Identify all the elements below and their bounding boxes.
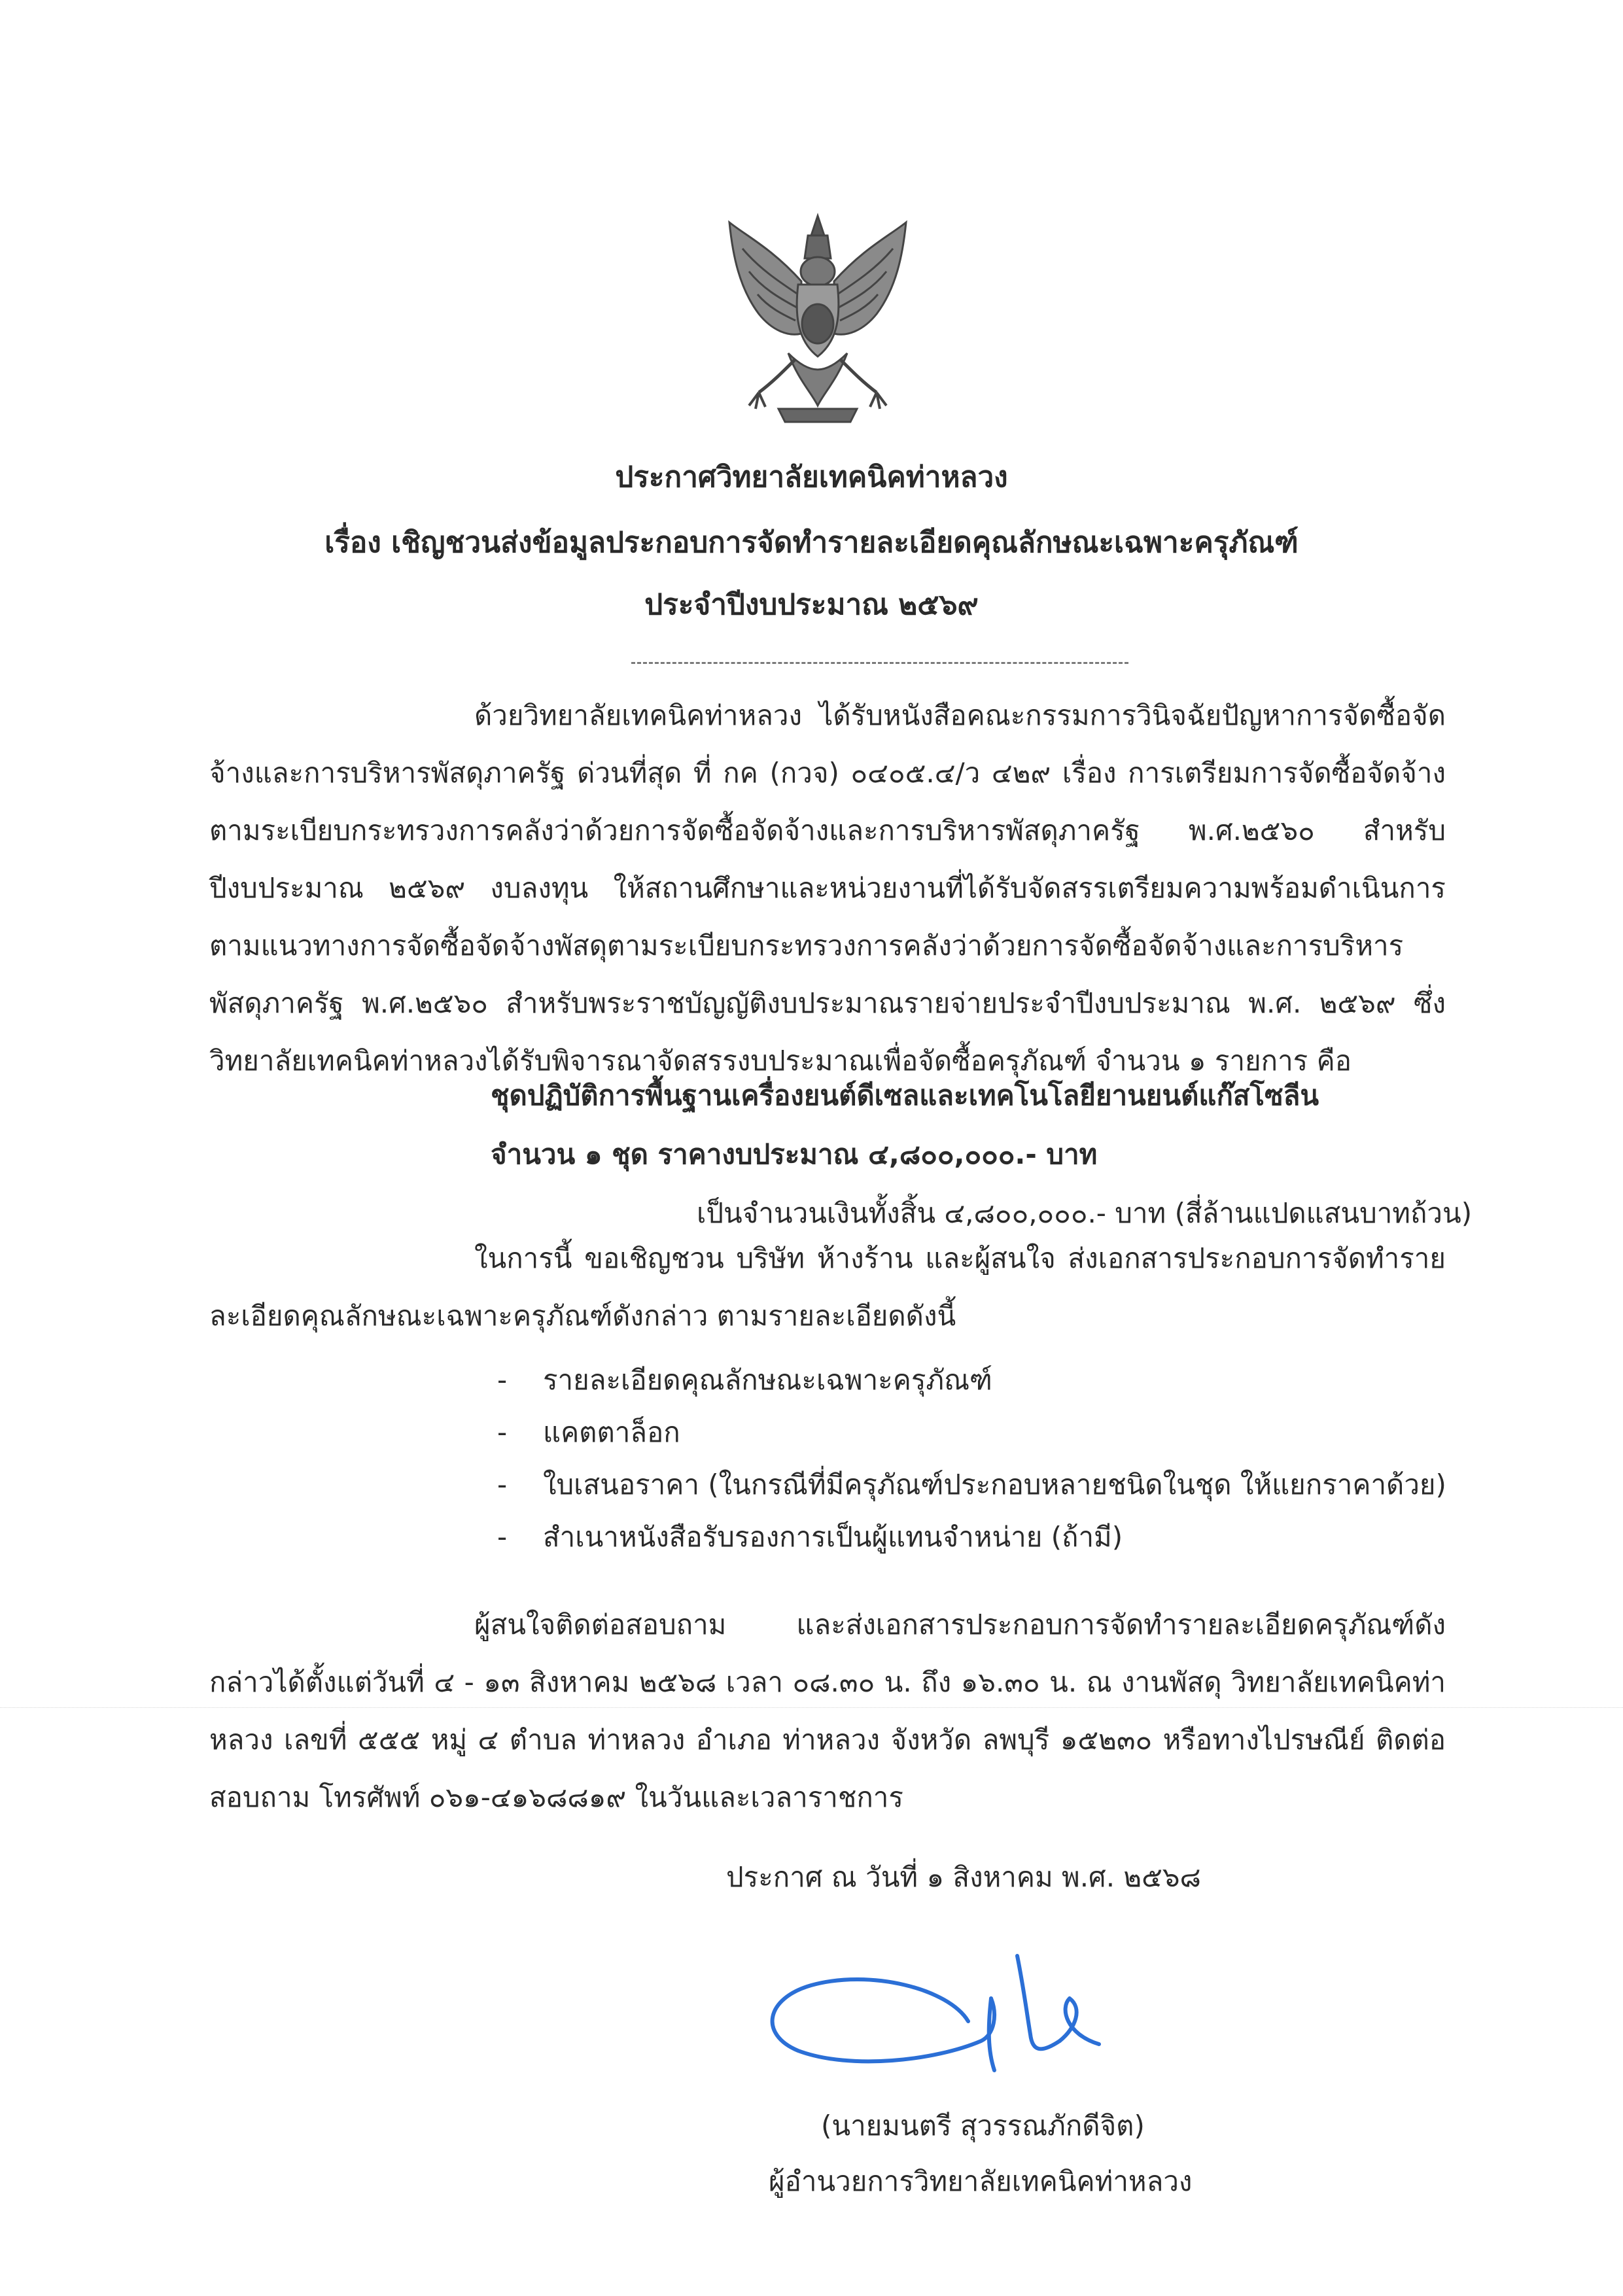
- bullet-dash: -: [497, 1521, 508, 1553]
- total-amount: เป็นจำนวนเงินทั้งสิ้น ๔,๘๐๐,๐๐๐.- บาท (สี่ล้านแปดแสนบาทถ้วน): [697, 1197, 1473, 1229]
- list-item-text: ใบเสนอราคา (ในกรณีที่มีครุภัณฑ์ประกอบหลายชนิดในชุด ให้แยกราคาด้วย): [543, 1469, 1446, 1501]
- announce-date: ประกาศ ณ วันที่ ๑ สิงหาคม พ.ศ. ๒๕๖๘: [726, 1861, 1201, 1893]
- invitation-text: ในการนี้ ขอเชิญชวน บริษัท ห้างร้าน และผู้สนใจ ส่งเอกสารประกอบการจัดทำรายละเอียดคุณลักษณะเฉพาะครุภัณฑ์ดังกล่าว ตามรายละเอียดดังนี้: [209, 1242, 1446, 1332]
- contact-text: ผู้สนใจติดต่อสอบถาม และส่งเอกสารประกอบการจัดทำรายละเอียดครุภัณฑ์ดังกล่าวได้ตั้งแต่วันที่ ๔ - ๑๓ สิงหาคม ๒๕๖๘ เวลา ๐๘.๓๐ น. ถึง ๑๖.๓๐ น. ณ งานพัสดุ วิทยาลัยเทคนิคท่าหลวง เลขที่ ๕๕๕ หมู่ ๔ ตำบล ท่าหลวง อำเภอ ท่าหลวง จังหวัด ลพบุรี ๑๕๒๓๐ หรือทางไปรษณีย์ ติดต่อสอบถาม โทรศัพท์ ๐๖๑-๔๑๖๘๘๑๙ ในวันและเวลาราชการ: [209, 1609, 1446, 1813]
- signature-image: [752, 1936, 1119, 2100]
- signer-name: (นายมนตรี สุวรรณภักดีจิต): [821, 2110, 1145, 2142]
- intro-text: ด้วยวิทยาลัยเทคนิคท่าหลวง ได้รับหนังสือคณะกรรมการวินิจฉัยปัญหาการจัดซื้อจัดจ้างและการบริหารพัสดุภาครัฐ ด่วนที่สุด ที่ กค (กวจ) ๐๔๐๕.๔/ว ๔๒๙ เรื่อง การเตรียมการจัดซื้อจัดจ้างตามระเบียบกระทรวงการคลังว่าด้วยการจัดซื้อจัดจ้างและการบริหารพัสดุภาครัฐ พ.ศ.๒๕๖๐ สำหรับปีงบประมาณ ๒๕๖๙ งบลงทุน ให้สถานศึกษาและหน่วยงานที่ได้รับจัดสรรเตรียมความพร้อมดำเนินการ ตามแนวทางการจัดซื้อจัดจ้างพัสดุตามระเบียบกระทรวงการคลังว่าด้วยการจัดซื้อจัดจ้างและการบริหารพัสดุภาครัฐ พ.ศ.๒๕๖๐ สำหรับพระราชบัญญัติงบประมาณรายจ่ายประจำปีงบประมาณ พ.ศ. ๒๕๖๙ ซึ่งวิทยาลัยเทคนิคท่าหลวงได้รับพิจารณาจัดสรรงบประมาณเพื่อจัดซื้อครุภัณฑ์ จำนวน ๑ รายการ คือ: [209, 699, 1446, 1077]
- list-item-text: แคตตาล็อก: [543, 1416, 680, 1448]
- item-name: ชุดปฏิบัติการพื้นฐานเครื่องยนต์ดีเซลและเทคโนโลยียานยนต์แก๊สโซลีน: [491, 1079, 1319, 1111]
- title-divider: [631, 662, 1128, 664]
- signer-title: ผู้อำนวยการวิทยาลัยเทคนิคท่าหลวง: [769, 2165, 1193, 2197]
- intro-paragraph: [209, 687, 1446, 1090]
- contact-paragraph: [209, 1596, 1446, 1826]
- document-subject: เรื่อง เชิญชวนส่งข้อมูลประกอบการจัดทำรายละเอียดคุณลักษณะเฉพาะครุภัณฑ์: [324, 526, 1299, 559]
- bullet-dash: -: [497, 1469, 508, 1501]
- list-item-text: สำเนาหนังสือรับรองการเป็นผู้แทนจำหน่าย (ถ้ามี): [543, 1521, 1123, 1553]
- item-qty-price: จำนวน ๑ ชุด ราคางบประมาณ ๔,๘๐๐,๐๐๐.- บาท: [491, 1138, 1098, 1170]
- invitation-paragraph: [209, 1230, 1446, 1345]
- document-title: ประกาศวิทยาลัยเทคนิคท่าหลวง: [615, 461, 1008, 494]
- list-item-text: รายละเอียดคุณลักษณะเฉพาะครุภัณฑ์: [543, 1364, 992, 1396]
- bullet-dash: -: [497, 1416, 508, 1448]
- document-fiscal-year: ประจำปีงบประมาณ ๒๕๖๙: [644, 588, 979, 621]
- garuda-emblem-icon: [720, 209, 916, 425]
- bullet-dash: -: [497, 1364, 508, 1396]
- scan-artifact-line: [0, 1707, 1623, 1708]
